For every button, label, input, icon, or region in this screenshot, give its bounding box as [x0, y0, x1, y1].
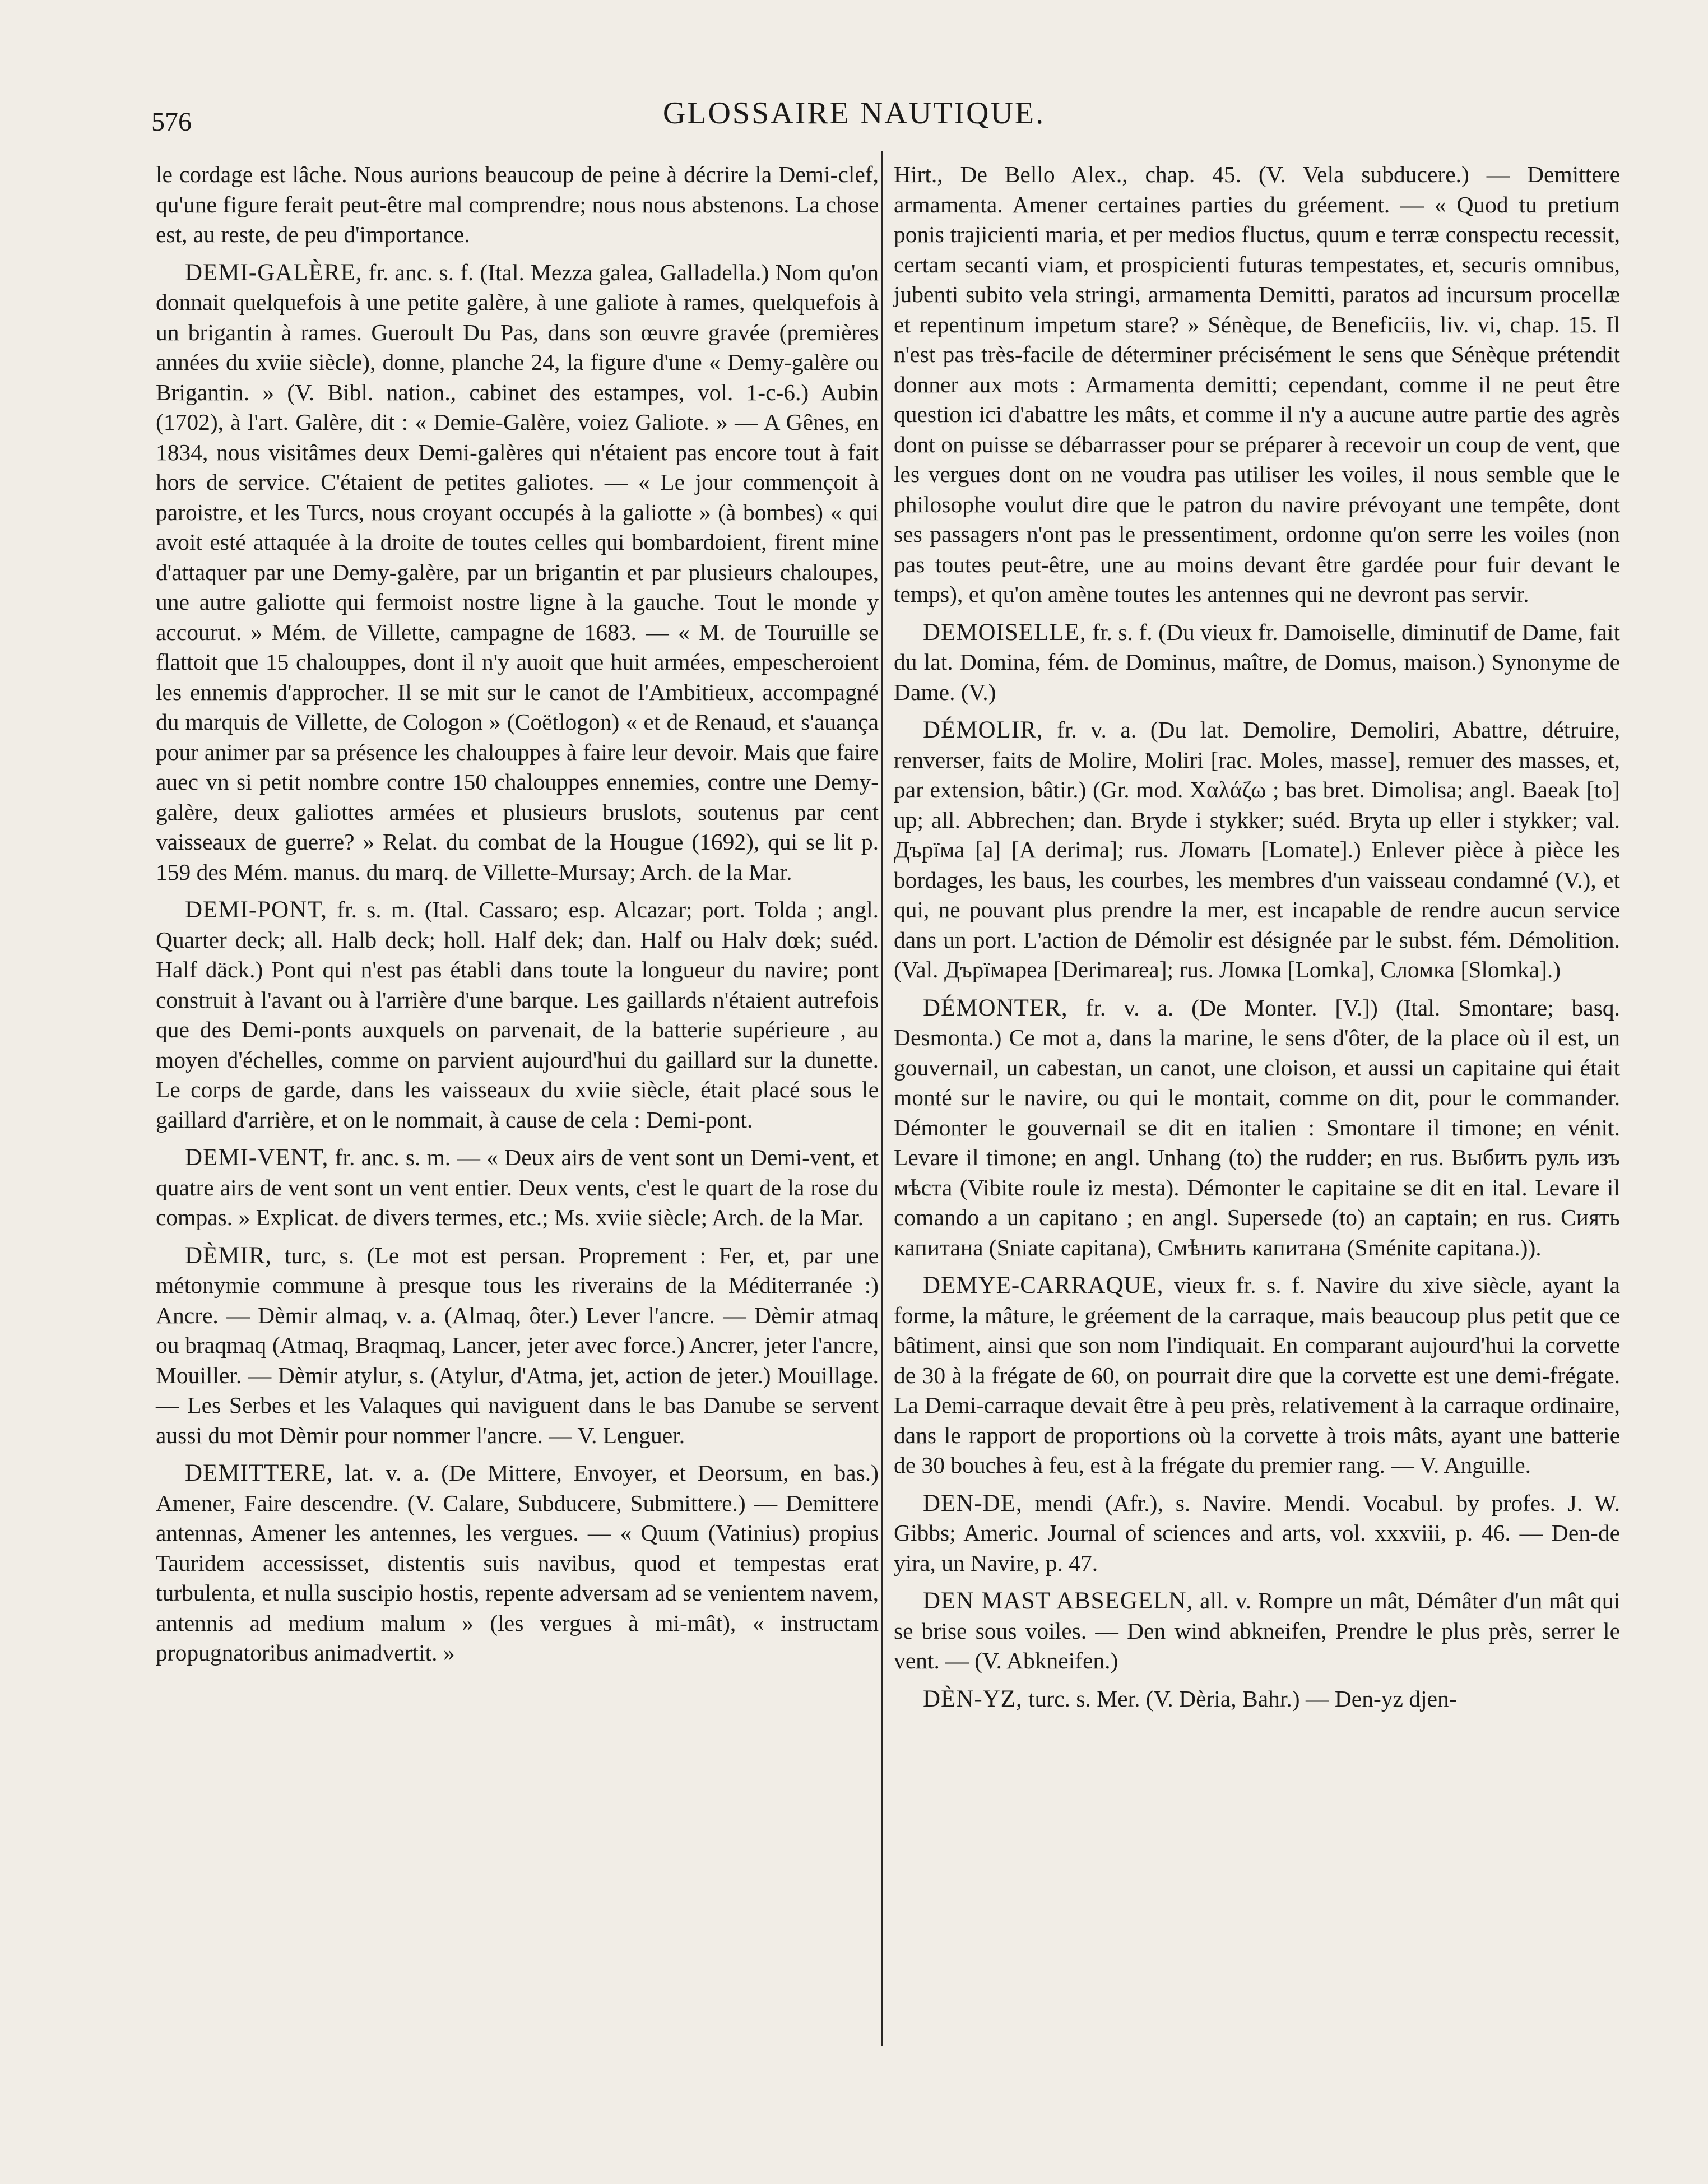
entry-den-yz [894, 1684, 1620, 1714]
entry-text: all. v. Rompre un mât, Démâter d'un mât qui se brise sous voiles. — Den wind abkneifen, Prendre le plus près, serrer le vent. — (V. Abkneifen.) [894, 1588, 1621, 1673]
entry-text: fr. v. a. (Du lat. Demolire, Demoliri, Abattre, détruire, renverser, faits de Molire, Moliri [rac. Moles, masse], remuer des masses, et, par extension, bâtir.) (Gr. mod. Χαλάζω ; bas bret. Dimolisa; angl. Baeak [to] up; all. Abbrechen; dan. Bryde i stykker; suéd. Bryta up eller i stykker; val. Дърїма [a] [A derima]; rus. Ломать [Lomate].) Enlever pièce à pièce les bordages, les baus, les courbes, les membres d'un vaisseau condamné (V.), et qui, ne pouvant plus prendre la mer, est incapable de rendre aucun service dans un port. L'action de Démolir est désignée par le subst. fém. Démolition. (Val. Дърїмареа [Derimarea]; rus. Ломка [Lomka], Сломка [Slomka].) [894, 717, 1620, 982]
running-title: GLOSSAIRE NAUTIQUE. [662, 96, 1046, 131]
headword: DEMI-VENT, [185, 1144, 329, 1171]
entry-text: vieux fr. s. f. Navire du xive siècle, ayant la forme, la mâture, le gréement de la carraque, mais beaucoup plus petit que ce bâtiment, ainsi que son nom l'indiquait. En comparant aujourd'hui la corvette de 30 à la frégate de 60, on pourrait dire que la corvette est une demi-frégate. La Demi-carraque devait être à peu près, relativement à la carraque ordinaire, dans le rapport de proportions où la corvette à trois mâts, ayant une batterie de 30 bouches à feu, est à la frégate du premier rang. — V. Anguille. [894, 1272, 1621, 1478]
entry-text: lat. v. a. (De Mittere, Envoyer, et Deorsum, en bas.) Amener, Faire descendre. (V. Calare, Subducere, Submittere.) — Demittere antennas, Amener les antennes, les vergues. — « Quum (Vatinius) propius Tauridem accessisset, distentis suis navibus, quod et tempestas erat turbulenta, et nulla suscipio hostis, repente adversam ad se venientem navem, antennis ad medium malum » (les vergues à mi-mât), « instructam propugnatoribus animadvertit. » [156, 1460, 879, 1666]
entry-demye-carraque [894, 1270, 1620, 1481]
entry-den-de [894, 1489, 1620, 1579]
entry-demir [156, 1241, 879, 1451]
entry-text: fr. s. m. (Ital. Cassaro; esp. Alcazar; port. Tolda ; angl. Quarter deck; all. Halb deck; holl. Half dek; dan. Half ou Halv dœk; suéd. Half däck.) Pont qui n'est pas établi dans toute la longueur du navire; pont construit à l'avant ou à l'arrière d'une barque. Les gaillards n'étaient autrefois que des Demi-ponts auxquels on parvenait, de la batterie supérieure , au moyen d'échelles, comme on parvient aujourd'hui du gaillard sur la dunette. Le corps de garde, dans les vaisseaux du xviie siècle, était placé sous le gaillard d'arrière, et on le nommait, à cause de cela : Demi-pont. [156, 897, 879, 1133]
entry-demi-pont [156, 895, 879, 1135]
headword: DEMOISELLE, [923, 619, 1087, 646]
right-column [894, 160, 1620, 1722]
page-number: 576 [151, 107, 192, 137]
entry-text: fr. v. a. (De Monter. [V.]) (Ital. Smontare; basq. Desmonta.) Ce mot a, dans la marine, le sens d'ôter, de la place où il est, un gouvernail, un cabestan, un canot, une cloison, et aussi un capitaine qui était monté sur le navire, ou qui le montait, comme on dit, pour le commander. Démonter le gouvernail se dit en italien : Smontare il timone; en vénit. Levare il timone; en angl. Unhang (to) the rudder; en rus. Выбить руль изъ мѣста (Vibite roule iz mesta). Démonter le capitaine se dit en ital. Levare il comando a un capitano ; en angl. Supersede (to) an captain; en rus. Сиять капитана (Sniate capitana), Смѣнить капитана (Sménite capitana.)). [894, 994, 1621, 1260]
entry-demittere [156, 1458, 879, 1668]
entry-text: Hirt., De Bello Alex., chap. 45. (V. Vela subducere.) — Demittere armamenta. Amener certaines parties du gréement. — « Quod tu pretium ponis trajicienti maria, et per medios fluctus, quum e terræ conspectu recessit, certam secanti viam, et prospicienti futuras tempestates, et, securis omnibus, jubenti subito vela stringi, armamenta Demitti, paratos ad incursum procellæ et repentinum impetum stare? » Sénèque, de Beneficiis, liv. vi, chap. 15. Il n'est pas très-facile de déterminer précisément le sens que Sénèque prétendit donner aux mots : Armamenta demitti; cependant, comme il ne peut être question ici d'abattre les mâts, et comme il n'y a aucune autre partie des agrès dont on puisse se débarrasser pour se préparer à recevoir un coup de vent, que les vergues dont on ne voudra pas utiliser les voiles, il nous semble que le philosophe voulut dire que le patron du navire prévoyant une tempête, dont ses passagers n'ont pas le pressentiment, ordonne qu'on serre les voiles (non pas toutes peut-être, une au moins devant être gardée pour fuir devant le temps), et qu'on amène toutes les antennes qui ne devront pas servir. [894, 161, 1620, 607]
entry-text: fr. anc. s. f. (Ital. Mezza galea, Galladella.) Nom qu'on donnait quelquefois à une petite galère, à une galiote à rames, quelquefois à un brigantin à rames. Gueroult Du Pas, dans son œuvre gravée (premières années du xviie siècle), donne, planche 24, la figure d'une « Demy-galère ou Brigantin. » (V. Bibl. nation., cabinet des estampes, vol. 1-c-6.) Aubin (1702), à l'art. Galère, dit : « Demie-Galère, voiez Galiote. » — A Gênes, en 1834, nous visitâmes deux Demi-galères qui n'étaient pas encore tout à fait hors de service. C'étaient de petites galiotes. — « Le jour commençoit à paroistre, et les Turcs, nous croyant occupés à la galiotte » (à bombes) « qui avoit esté attaquée à la droite de toutes celles qui bombardoient, firent mine d'attaquer par une Demy-galère, par un brigantin et par plusieurs chaloupes, une autre galiotte qui fermoist nostre ligne à la gauche. Tout le monde y accourut. » Mém. de Villette, campagne de 1683. — « M. de Touruille se flattoit que 15 chalouppes, dont il n'y auoit que huit armées, empescheroient les ennemis d'approcher. Il se mit sur le canot de l'Ambitieux, accompagné du marquis de Villette, de Cologon » (Coëtlogon) « et de Renaud, et s'auança pour animer par sa présence les chalouppes à faire leur devoir. Mais que faire auec vn si petit nombre contre 150 chalouppes ennemies, contre une Demy-galère, deux galiottes armées et plusieurs bruslots, soutenus par cent vaisseaux de guerre? » Relat. du combat de la Hougue (1692), qui se lit p. 159 des Mém. manus. du marq. de Villette-Mursay; Arch. de la Mar. [156, 259, 879, 885]
entry-demoiselle [894, 618, 1620, 708]
headword: DEMYE-CARRAQUE, [923, 1272, 1164, 1299]
headword: DEMI-GALÈRE, [185, 259, 363, 286]
headword: DEN-DE, [923, 1490, 1023, 1517]
headword: DÈMIR, [185, 1242, 272, 1269]
entry-demolir [894, 715, 1620, 985]
left-column [156, 160, 879, 1676]
headword: DÈN-YZ, [923, 1685, 1023, 1712]
entry-demi-vent [156, 1143, 879, 1233]
entry-text: turc. s. Mer. (V. Dèria, Bahr.) — Den-yz djen- [1028, 1685, 1457, 1712]
entry-continuation [894, 160, 1620, 610]
entry-demi-galere [156, 258, 879, 888]
entry-text: turc, s. (Le mot est persan. Proprement : Fer, et, par une métonymie commune à presque tous les riverains de la Méditerranée :) Ancre. — Dèmir almaq, v. a. (Almaq, ôter.) Lever l'ancre. — Dèmir atmaq ou braqmaq (Atmaq, Braqmaq, Lancer, jeter avec force.) Ancrer, jeter l'ancre, Mouiller. — Dèmir atylur, s. (Atylur, d'Atma, jet, action de jeter.) Mouillage. — Les Serbes et les Valaques qui naviguent dans le bas Danube se servent aussi du mot Dèmir pour nommer l'ancre. — V. Lenguer. [156, 1242, 879, 1448]
entry-text: fr. anc. s. m. — « Deux airs de vent sont un Demi-vent, et quatre airs de vent sont un vent entier. Deux vents, c'est le quart de la rose du compas. » Explicat. de divers termes, etc.; Ms. xviie siècle; Arch. de la Mar. [156, 1144, 879, 1230]
headword: DÉMONTER, [923, 994, 1068, 1021]
entry-text: mendi (Afr.), s. Navire. Mendi. Vocabul. by profes. J. W. Gibbs; Americ. Journal of sciences and arts, vol. xxxviii, p. 46. — Den-de yira, un Navire, p. 47. [894, 1490, 1621, 1576]
entry-demonter [894, 993, 1620, 1263]
headword: DÉMOLIR, [923, 717, 1043, 743]
column-divider [881, 151, 883, 2046]
entry-text: le cordage est lâche. Nous aurions beaucoup de peine à décrire la Demi-clef, qu'une figure ferait peut-être mal comprendre; nous nous abstenons. La chose est, au reste, de peu d'importance. [156, 161, 879, 247]
entry-continuation [156, 160, 879, 250]
entry-den-mast-absegeln [894, 1586, 1620, 1676]
entry-text: fr. s. f. (Du vieux fr. Damoiselle, diminutif de Dame, fait du lat. Domina, fém. de Dominus, maître, de Domus, maison.) Synonyme de Dame. (V.) [894, 619, 1621, 705]
headword: DEMITTERE, [185, 1460, 333, 1486]
headword: DEMI-PONT, [185, 897, 328, 923]
headword: DEN MAST ABSEGELN, [923, 1588, 1194, 1614]
